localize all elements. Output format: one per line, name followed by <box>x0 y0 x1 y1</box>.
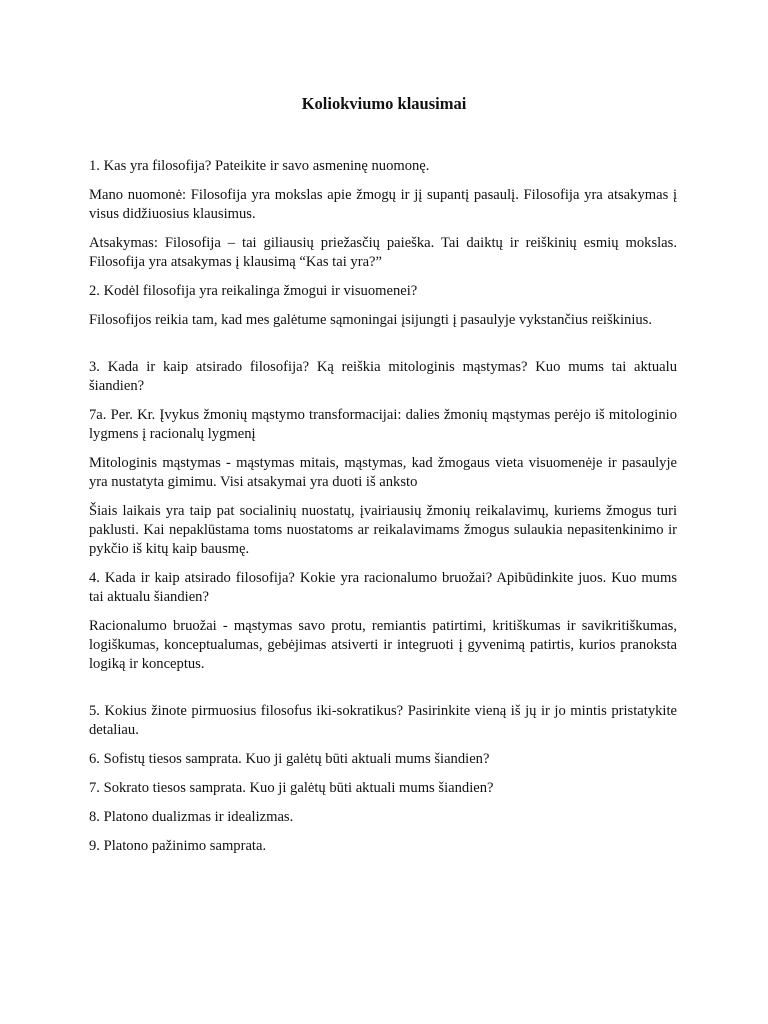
document-body <box>89 157 677 856</box>
question-6: 6. Sofistų tiesos samprata. Kuo ji galėtų būti aktuali mums šiandien? <box>89 751 490 767</box>
question-8: 8. Platono dualizmas ir idealizmas. <box>89 809 294 825</box>
question-4: 4. Kada ir kaip atsirado filosofija? Kokie yra racionalumo bruožai? Apibūdinkite juos. Kuo mums tai aktualu šiandien? <box>89 570 677 605</box>
question-9: 9. Platono pažinimo samprata. <box>89 838 267 854</box>
question-5: 5. Kokius žinote pirmuosius filosofus iki-sokratikus? Pasirinkite vieną iš jų ir jo mintis pristatykite detaliau. <box>89 703 677 738</box>
document-title: Koliokviumo klausimai <box>301 94 467 113</box>
answer-2: Filosofijos reikia tam, kad mes galėtume sąmoningai įsijungti į pasaulyje vykstančius reiškinius. <box>89 312 652 328</box>
question-7: 7. Sokrato tiesos samprata. Kuo ji galėtų būti aktuali mums šiandien? <box>89 780 494 796</box>
question-3: 3. Kada ir kaip atsirado filosofija? Ką reiškia mitologinis mąstymas? Kuo mums tai aktualu šiandien? <box>89 359 677 394</box>
answer-3a: 7a. Per. Kr. Įvykus žmonių mąstymo transformacijai: dalies žmonių mąstymas perėjo iš mitologinio lygmens į racionalų lygmenį <box>89 407 677 442</box>
question-1: 1. Kas yra filosofija? Pateikite ir savo asmeninę nuomonę. <box>89 158 430 174</box>
answer-3b: Mitologinis mąstymas - mąstymas mitais, mąstymas, kad žmogaus vieta visuomenėje ir pasaulyje yra nustatyta gimimu. Visi atsakymai yra duoti iš anksto <box>89 455 677 490</box>
answer-3c: Šiais laikais yra taip pat socialinių nuostatų, įvairiausių žmonių reikalavimų, kuriems žmogus turi paklusti. Kai nepaklūstama toms nuostatoms ar reikalavimams žmogus sulaukia nepasitenkinimo ir pykčio iš kitų kaip bausmę. <box>89 503 677 557</box>
answer-opinion-1: Mano nuomonė: Filosofija yra mokslas apie žmogų ir jį supantį pasaulį. Filosofija yra atsakymas į visus didžiuosius klausimus. <box>89 187 677 222</box>
answer-4: Racionalumo bruožai - mąstymas savo protu, remiantis patirtimi, kritiškumas ir savikritiškumas, logiškumas, konceptualumas, gebėjimas atsiverti ir integruoti į gyvenimą patirtis, kurios pranoksta logiką ir konceptus. <box>89 618 677 672</box>
answer-1: Atsakymas: Filosofija – tai giliausių priežasčių paieška. Tai daiktų ir reiškinių esmių mokslas. Filosofija yra atsakymas į klausimą “Kas tai yra?” <box>89 235 677 270</box>
question-2: 2. Kodėl filosofija yra reikalinga žmogui ir visuomenei? <box>89 283 418 299</box>
